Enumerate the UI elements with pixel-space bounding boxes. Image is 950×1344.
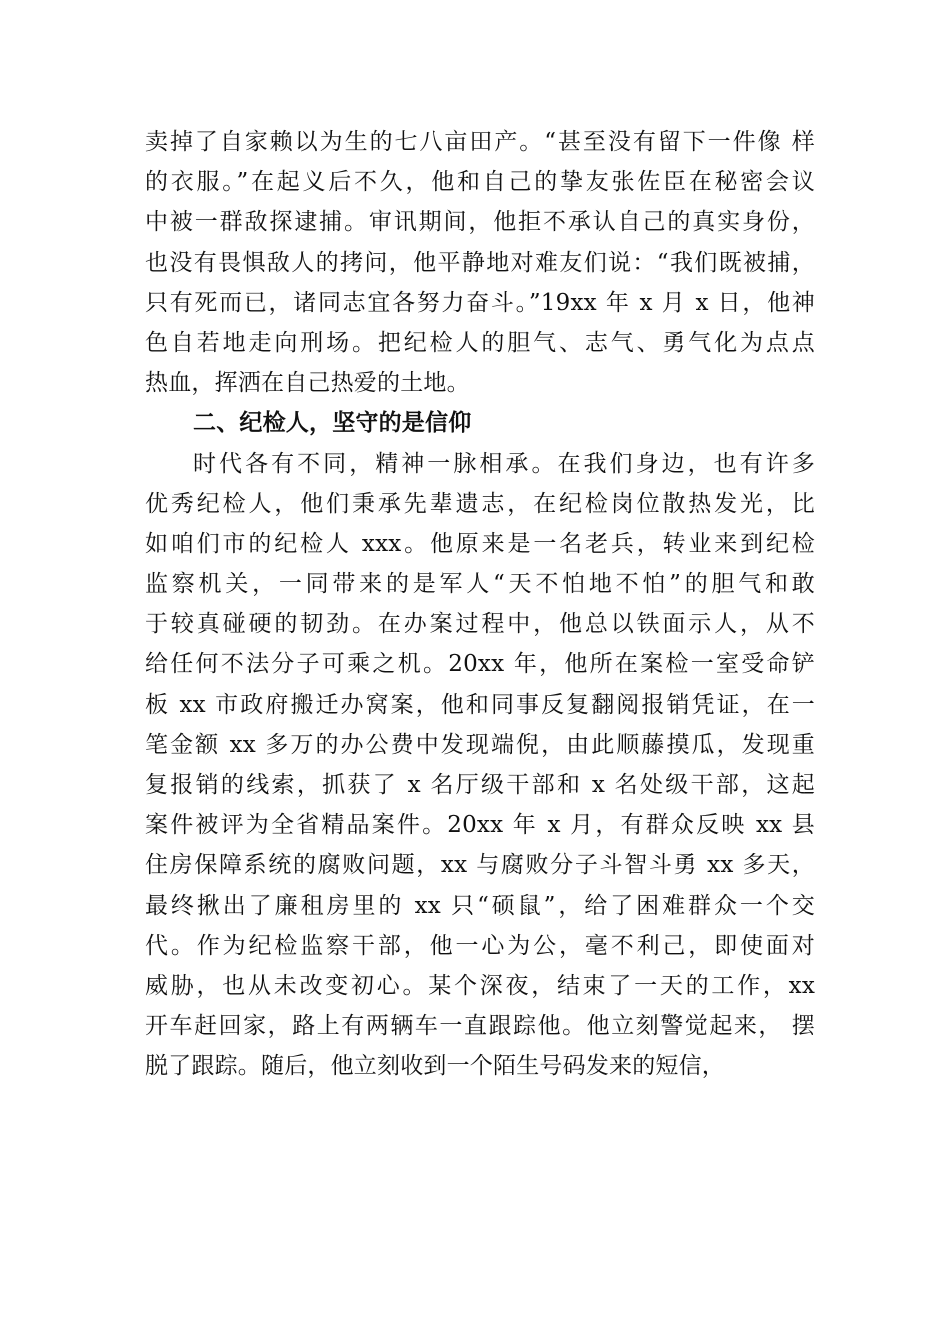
paragraph-line: 给任何不法分子可乘之机。20xx 年，他所在案检一室受命铲 <box>145 651 815 678</box>
paragraph-line: 板 xx 市政府搬迁办窝案，他和同事反复翻阅报销凭证，在一 <box>145 691 815 718</box>
paragraph-line: 的衣服。”在起义后不久，他和自己的挚友张佐臣在秘密会议 <box>145 169 815 196</box>
paragraph-line: 于较真碰硬的韧劲。在办案过程中，他总以铁面示人，从不 <box>145 611 815 638</box>
paragraph-line: 监察机关，一同带来的是军人“天不怕地不怕”的胆气和敢 <box>145 571 815 598</box>
paragraph-line: 案件被评为全省精品案件。20xx 年 x 月，有群众反映 xx 县 <box>145 812 815 839</box>
paragraph-line: 最终揪出了廉租房里的 xx 只“硕鼠”，给了困难群众一个交 <box>145 892 815 919</box>
document-body <box>145 122 815 1087</box>
paragraph-line: 如咱们市的纪检人 xxx。他原来是一名老兵，转业来到纪检 <box>145 530 815 557</box>
section-heading: 二、纪检人，坚守的是信仰 <box>193 410 472 437</box>
paragraph-line: 脱了跟踪。随后，他立刻收到一个陌生号码发来的短信， <box>145 1053 725 1080</box>
paragraph-line: 色自若地走向刑场。把纪检人的胆气、志气、勇气化为点点 <box>145 329 815 356</box>
paragraph-line: 优秀纪检人，他们秉承先辈遗志，在纪检岗位散热发光，比 <box>145 490 815 517</box>
paragraph-line: 时代各有不同，精神一脉相承。在我们身边，也有许多 <box>193 450 815 477</box>
paragraph-line: 中被一群敌探逮捕。审讯期间，他拒不承认自己的真实身份， <box>145 209 815 236</box>
paragraph-line: 住房保障系统的腐败问题，xx 与腐败分子斗智斗勇 xx 多天， <box>145 852 815 879</box>
paragraph-line: 笔金额 xx 多万的办公费中发现端倪，由此顺藤摸瓜，发现重 <box>145 731 815 758</box>
paragraph-line: 只有死而已，诸同志宜各努力奋斗。”19xx 年 x 月 x 日，他神 <box>145 289 815 316</box>
paragraph-line: 威胁，也从未改变初心。某个深夜，结束了一天的工作，xx <box>145 972 815 999</box>
paragraph-line: 代。作为纪检监察干部，他一心为公，毫不利己，即使面对 <box>145 932 815 959</box>
paragraph-line: 开车赶回家，路上有两辆车一直跟踪他。他立刻警觉起来， 摆 <box>145 1013 815 1040</box>
paragraph-line: 卖掉了自家赖以为生的七八亩田产。“甚至没有留下一件像 样 <box>145 129 815 155</box>
paragraph-line: 也没有畏惧敌人的拷问，他平静地对难友们说：“我们既被捕， <box>145 249 815 276</box>
paragraph-line: 热血，挥洒在自己热爱的土地。 <box>145 370 470 397</box>
paragraph-line: 复报销的线索，抓获了 x 名厅级干部和 x 名处级干部，这起 <box>145 772 815 798</box>
